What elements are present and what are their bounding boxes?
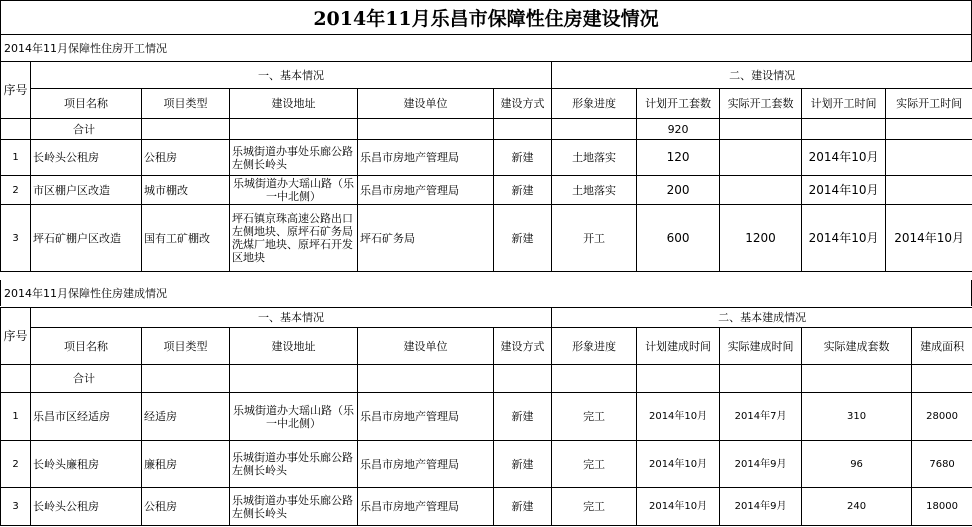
construction-start-table: [0, 61, 972, 272]
col-header: 建设单位: [358, 328, 494, 365]
col-header: 建设地址: [230, 89, 358, 119]
col-header: 建设地址: [230, 328, 358, 365]
col-header: 形象进度: [552, 89, 637, 119]
col-header: 计划建成时间: [637, 328, 720, 365]
table-row: 1 乐昌市区经适房 经适房 乐城街道办大瑶山路（乐一中北侧） 乐昌市房地产管理局 新建 完工 2014年10月 2014年7月 310 28000: [1, 393, 972, 441]
col-header: 计划开工套数: [637, 89, 720, 119]
group-progress-header: 二、建设情况: [552, 62, 972, 89]
col-header: 形象进度: [552, 328, 637, 365]
col-header: 实际建成套数: [802, 328, 912, 365]
section1-caption: 2014年11月保障性住房开工情况: [0, 35, 972, 61]
col-header: 实际开工时间: [886, 89, 972, 119]
total-label: 合计: [31, 365, 142, 393]
col-header: 建成面积: [912, 328, 972, 365]
group-progress-header: 二、基本建成情况: [552, 308, 972, 328]
group-basic-header: 一、基本情况: [31, 308, 552, 328]
col-header: 实际建成时间: [720, 328, 802, 365]
col-header: 项目类型: [142, 328, 230, 365]
col-header: 建设单位: [358, 89, 494, 119]
col-header: 实际开工套数: [720, 89, 802, 119]
total-row: [1, 119, 972, 140]
table-row: 3 长岭头公租房 公租房 乐城街道办事处乐廊公路左侧长岭头 乐昌市房地产管理局 新建 完工 2014年10月 2014年9月 240 18000: [1, 488, 972, 526]
page-title: 2014年11月乐昌市保障性住房建设情况: [0, 0, 972, 35]
table-row: 3 坪石矿棚户区改造 国有工矿棚改 坪石镇京珠高速公路出口左侧地块、原坪石矿务局洗煤厂地块、原坪石开发区地块 坪石矿务局 新建 开工 600 1200 2014年10月 2014年10月: [1, 205, 972, 272]
col-header: 计划开工时间: [802, 89, 886, 119]
col-header: 项目名称: [31, 328, 142, 365]
seq-header: 序号: [1, 62, 31, 119]
group-basic-header: 一、基本情况: [31, 62, 552, 89]
total-label: 合计: [31, 119, 142, 140]
col-header: 建设方式: [494, 89, 552, 119]
col-header: 项目类型: [142, 89, 230, 119]
table-row: 2 长岭头廉租房 廉租房 乐城街道办事处乐廊公路左侧长岭头 乐昌市房地产管理局 新建 完工 2014年10月 2014年9月 96 7680: [1, 441, 972, 488]
total-planned: 920: [637, 119, 720, 140]
section2-caption: 2014年11月保障性住房建成情况: [0, 280, 972, 306]
total-row: [1, 365, 972, 393]
seq-header: 序号: [1, 308, 31, 365]
col-header: 建设方式: [494, 328, 552, 365]
construction-complete-table: [0, 307, 972, 526]
table-row: 1 长岭头公租房 公租房 乐城街道办事处乐廊公路左侧长岭头 乐昌市房地产管理局 新建 土地落实 120 2014年10月: [1, 140, 972, 176]
table-row: 2 市区棚户区改造 城市棚改 乐城街道办大瑶山路（乐一中北侧） 乐昌市房地产管理局 新建 土地落实 200 2014年10月: [1, 176, 972, 205]
col-header: 项目名称: [31, 89, 142, 119]
